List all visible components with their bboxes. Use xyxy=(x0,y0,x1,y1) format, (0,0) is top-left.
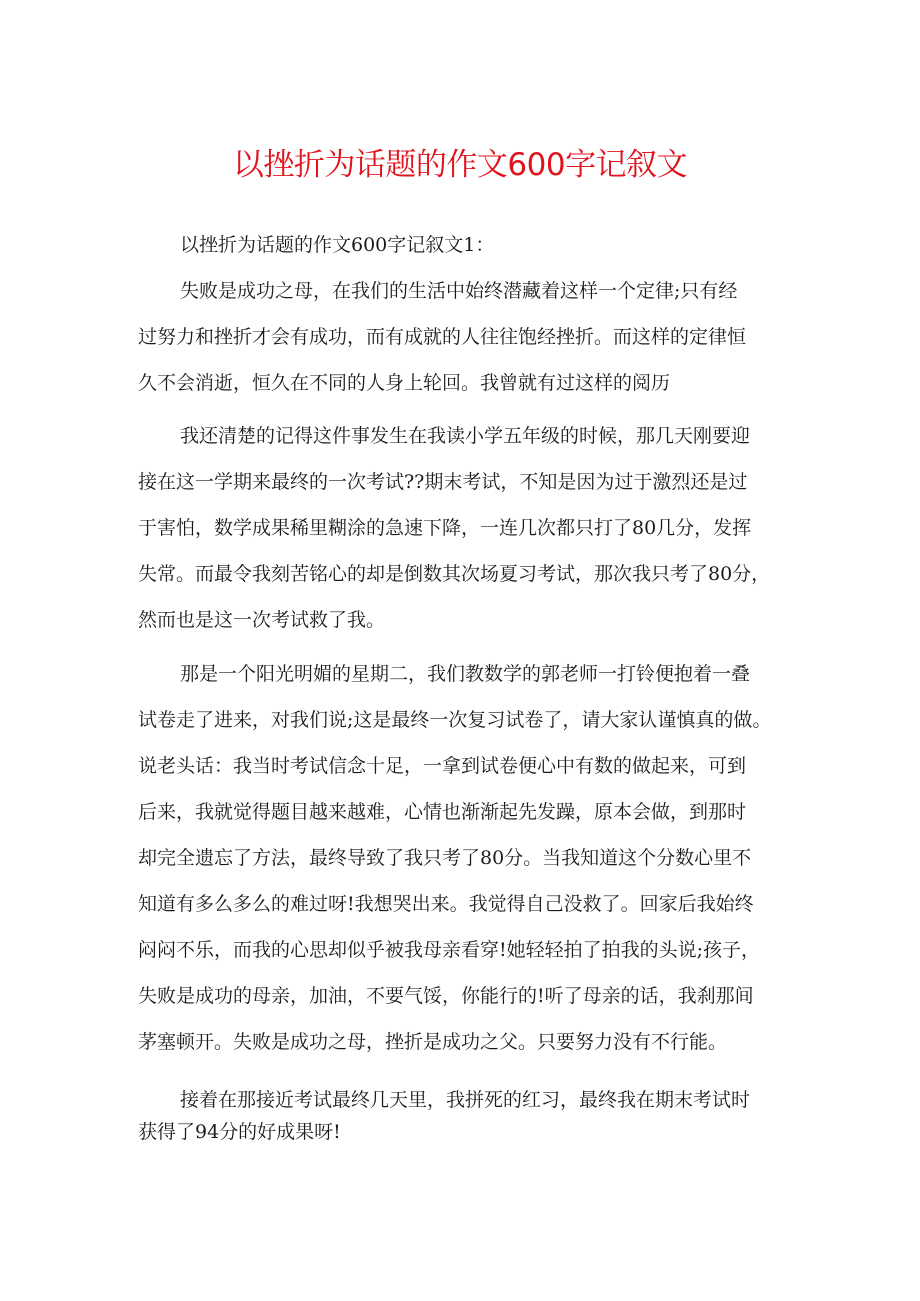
paragraph-line: 过努力和挫折才会有成功，而有成就的人往往饱经挫折。而这样的定律恒 xyxy=(138,326,747,348)
paragraph-line: 于害怕，数学成果稀里糊涂的急速下降，一连几次都只打了80几分，发挥 xyxy=(138,517,752,539)
paragraph-2 xyxy=(138,413,798,643)
paragraph-line: 说老头话：我当时考试信念十足，一拿到试卷便心中有数的做起来，可到 xyxy=(138,755,747,777)
paragraph-1 xyxy=(138,268,798,406)
paragraph-3 xyxy=(138,651,798,1065)
paragraph-line: 失败是成功的母亲，加油，不要气馁，你能行的!听了母亲的话，我刹那间 xyxy=(138,985,754,1007)
paragraph-line: 却完全遗忘了方法，最终导致了我只考了80分。当我知道这个分数心里不 xyxy=(138,847,752,869)
document-title: 以挫折为话题的作文600字记叙文 xyxy=(232,147,688,183)
subtitle-paragraph xyxy=(138,222,798,268)
paragraph-line: 接在这一学期来最终的一次考试??期末考试，不知是因为过于激烈还是过 xyxy=(138,471,748,493)
paragraph-line: 后来，我就觉得题目越来越难，心情也渐渐起先发躁，原本会做，到那时 xyxy=(138,801,747,823)
paragraph-line: 接着在那接近考试最终几天里，我拼死的红习，最终我在期末考试时 xyxy=(180,1089,751,1111)
paragraph-line: 然而也是这一次考试救了我。 xyxy=(138,609,386,631)
paragraph-line: 试卷走了进来，对我们说;这是最终一次复习试卷了，请大家认谨慎真的做。 xyxy=(138,709,772,731)
paragraph-line: 失常。而最令我刻苦铭心的却是倒数其次场夏习考试，那次我只考了80分， xyxy=(138,563,771,585)
paragraph-line: 获得了94分的好成果呀! xyxy=(138,1121,341,1143)
paragraph-line: 茅塞顿开。失败是成功之母，挫折是成功之父。只要努力没有不行能。 xyxy=(138,1031,728,1053)
paragraph-line: 闷闷不乐，而我的心思却似乎被我母亲看穿!她轻轻拍了拍我的头说;孩子， xyxy=(138,939,761,961)
subtitle-line: 以挫折为话题的作文600字记叙文1： xyxy=(180,234,495,256)
paragraph-line: 知道有多么多么的难过呀!我想哭出来。我觉得自己没救了。回家后我始终 xyxy=(138,893,754,915)
paragraph-line: 那是一个阳光明媚的星期二，我们教数学的郭老师一打铃便抱着一叠 xyxy=(180,663,751,685)
paragraph-line: 我还清楚的记得这件事发生在我读小学五年级的时候，那几天刚要迎 xyxy=(180,425,751,447)
paragraph-line: 久不会消逝，恒久在不同的人身上轮回。我曾就有过这样的阅历 xyxy=(138,372,671,394)
paragraph-line: 失败是成功之母，在我们的生活中始终潜藏着这样一个定律;只有经 xyxy=(180,280,738,302)
paragraph-4 xyxy=(138,1084,798,1148)
